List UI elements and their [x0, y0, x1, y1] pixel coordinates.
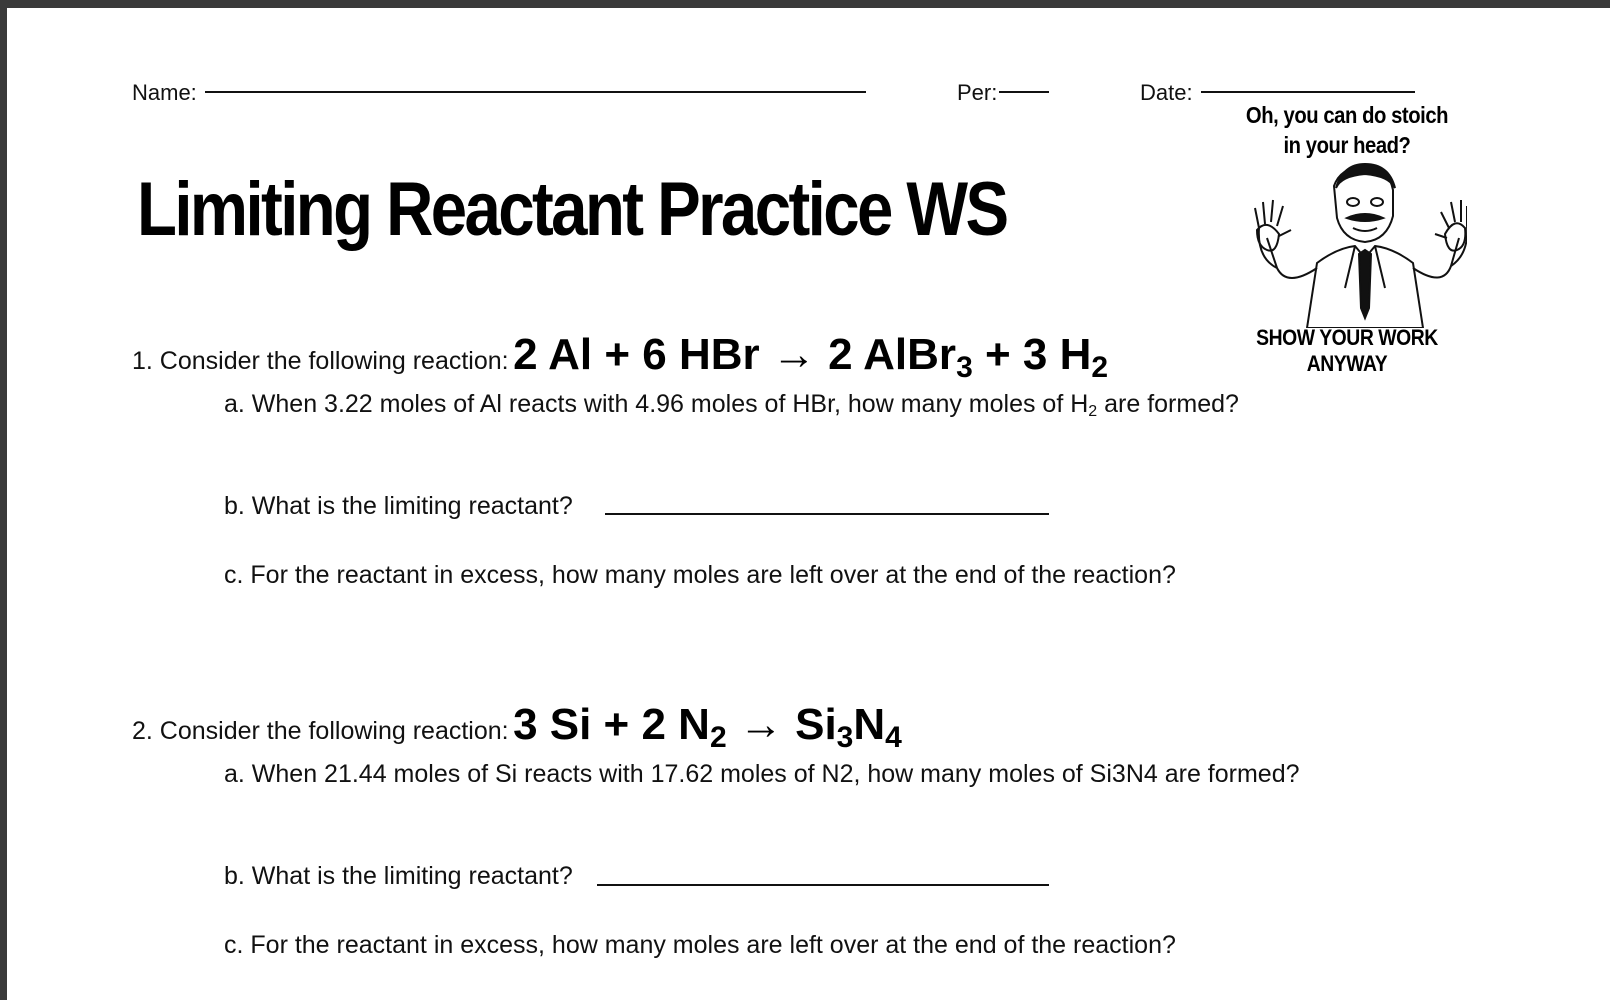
question-1-equation: 2 Al + 6 HBr → 2 AlBr$_3$ + 3 $H_2$: [513, 330, 1109, 384]
question-2-header: [132, 700, 902, 754]
meme-top-caption: Oh, you can do stoich in your head?: [1245, 102, 1449, 158]
question-1-part-a: a. When 3.22 moles of Al reacts with 4.96 moles of HBr, how many moles of $H_2$ are formed?: [224, 390, 1239, 420]
date-blank[interactable]: [1201, 91, 1415, 93]
question-2-part-a: a. When 21.44 moles of Si reacts with 17.62 moles of N2, how many moles of Si3N4 are formed?: [224, 760, 1300, 788]
question-1-part-b: b. What is the limiting reactant?: [224, 492, 573, 520]
question-2-part-c: c. For the reactant in excess, how many moles are left over at the end of the reaction?: [224, 931, 1176, 959]
date-label: Date:: [1140, 80, 1193, 105]
question-2-equation: 3 Si + 2 $N_2 \to Si_3N_4$: [513, 700, 902, 754]
question-1-stem: 1. Consider the following reaction:: [132, 347, 509, 375]
per-blank[interactable]: [999, 91, 1049, 93]
question-1-answer-blank[interactable]: [605, 513, 1049, 515]
question-2-part-b: b. What is the limiting reactant?: [224, 862, 573, 890]
question-1-header: [132, 330, 1109, 384]
meme-image: [1207, 100, 1487, 376]
meme-figure-drawing: [1237, 158, 1467, 328]
page-title: Limiting Reactant Practice WS: [137, 167, 1007, 252]
name-blank[interactable]: [205, 91, 866, 93]
question-2-stem: 2. Consider the following reaction:: [132, 717, 509, 745]
question-1-part-c: c. For the reactant in excess, how many moles are left over at the end of the reaction?: [224, 561, 1176, 589]
per-label: Per:: [957, 80, 998, 105]
name-label: Name:: [132, 80, 197, 105]
meme-bottom-caption: SHOW YOUR WORK ANYWAY: [1256, 325, 1438, 376]
question-2-answer-blank[interactable]: [597, 884, 1049, 886]
worksheet-page: [7, 8, 1610, 1000]
